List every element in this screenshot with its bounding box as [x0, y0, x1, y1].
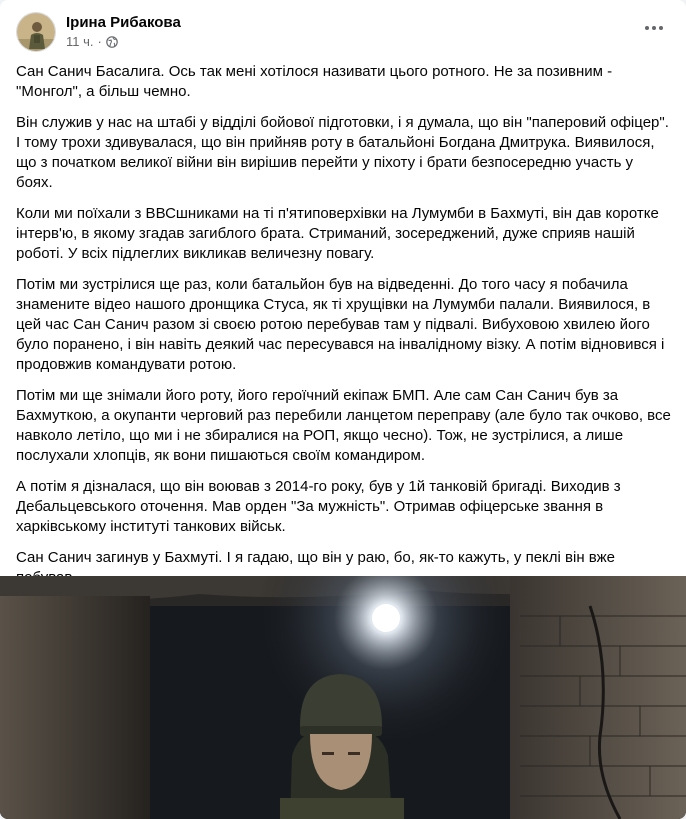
- more-dot: [659, 26, 663, 30]
- post-text: [16, 62, 672, 599]
- post-time[interactable]: 11 ч.: [66, 34, 94, 49]
- meta-separator: ·: [97, 34, 102, 49]
- post-header: [16, 12, 670, 54]
- paragraph-2: Він служив у нас на штабі у відділі бойової підготовки, і я думала, що він "паперовий офіцер". І тому трохи здивувалася, що він прийняв роту в батальйоні Богдана Дмитрука. Виявилося, що з початком великої війни він вирішив перейти у піхоту і брати безпосередню участь у боях.: [16, 114, 669, 191]
- more-horizontal-icon: [645, 26, 649, 30]
- author-name[interactable]: Ірина Рибакова: [66, 14, 181, 31]
- paragraph-1: Сан Санич Басалига. Ось так мені хотілося називати цього ротного. Не за позивним - "Монгол", а більш чемно.: [16, 63, 613, 100]
- globe-icon: [106, 36, 118, 48]
- paragraph-4: Потім ми зустрілися ще раз, коли батальйон був на відведенні. До того часу я побачила знамените відео нашого дронщика Стуса, як ті хрущівки на Лумумби палали. Виявилося, в цей час Сан Санич разом зі своєю ротою перебував там у підвалі. Вибуховою хвилею його було поранено, і він навіть деякий час пересувався на інвалідному візку. А потім відновився і продовжив командувати ротою.: [16, 276, 665, 373]
- paragraph-7: Сан Санич загинув у Бахмуті. І я гадаю, що він у раю, бо, як-то кажуть, у пеклі він вже: [16, 549, 615, 566]
- paragraph-3: Коли ми поїхали з ВВСшниками на ті п'ятиповерхівки на Лумумби в Бахмуті, він дав коротке інтерв'ю, в якому згадав загиблого брата. Стриманий, зосереджений, дуже сприяв нашій роботі. У всіх підлеглих викликав величезну повагу.: [16, 205, 659, 262]
- post-photo[interactable]: [0, 576, 686, 819]
- more-options-button[interactable]: [640, 18, 668, 38]
- paragraph-5: Потім ми ще знімали його роту, його героїчний екіпаж БМП. Але сам Сан Санич був за Бахмуткою, а окупанти черговий раз перебили ланцетом переправу (але було так очково, все навколо летіло, що ми і не збиралися на РОП, якщо чесно). Тож, не зустрілися, а лише послухали хлопців, як вони пишаються своїм командиром.: [16, 387, 671, 464]
- post-meta: [66, 34, 118, 49]
- paragraph-6: А потім я дізналася, що він воював з 2014-го року, був у 1й танковій бригаді. Виходив з Дебальцевського оточення. Мав орден "За мужність". Отримав офіцерське звання в харківському інституті танкових військ.: [16, 478, 621, 535]
- more-dot: [652, 26, 656, 30]
- avatar[interactable]: [16, 12, 56, 52]
